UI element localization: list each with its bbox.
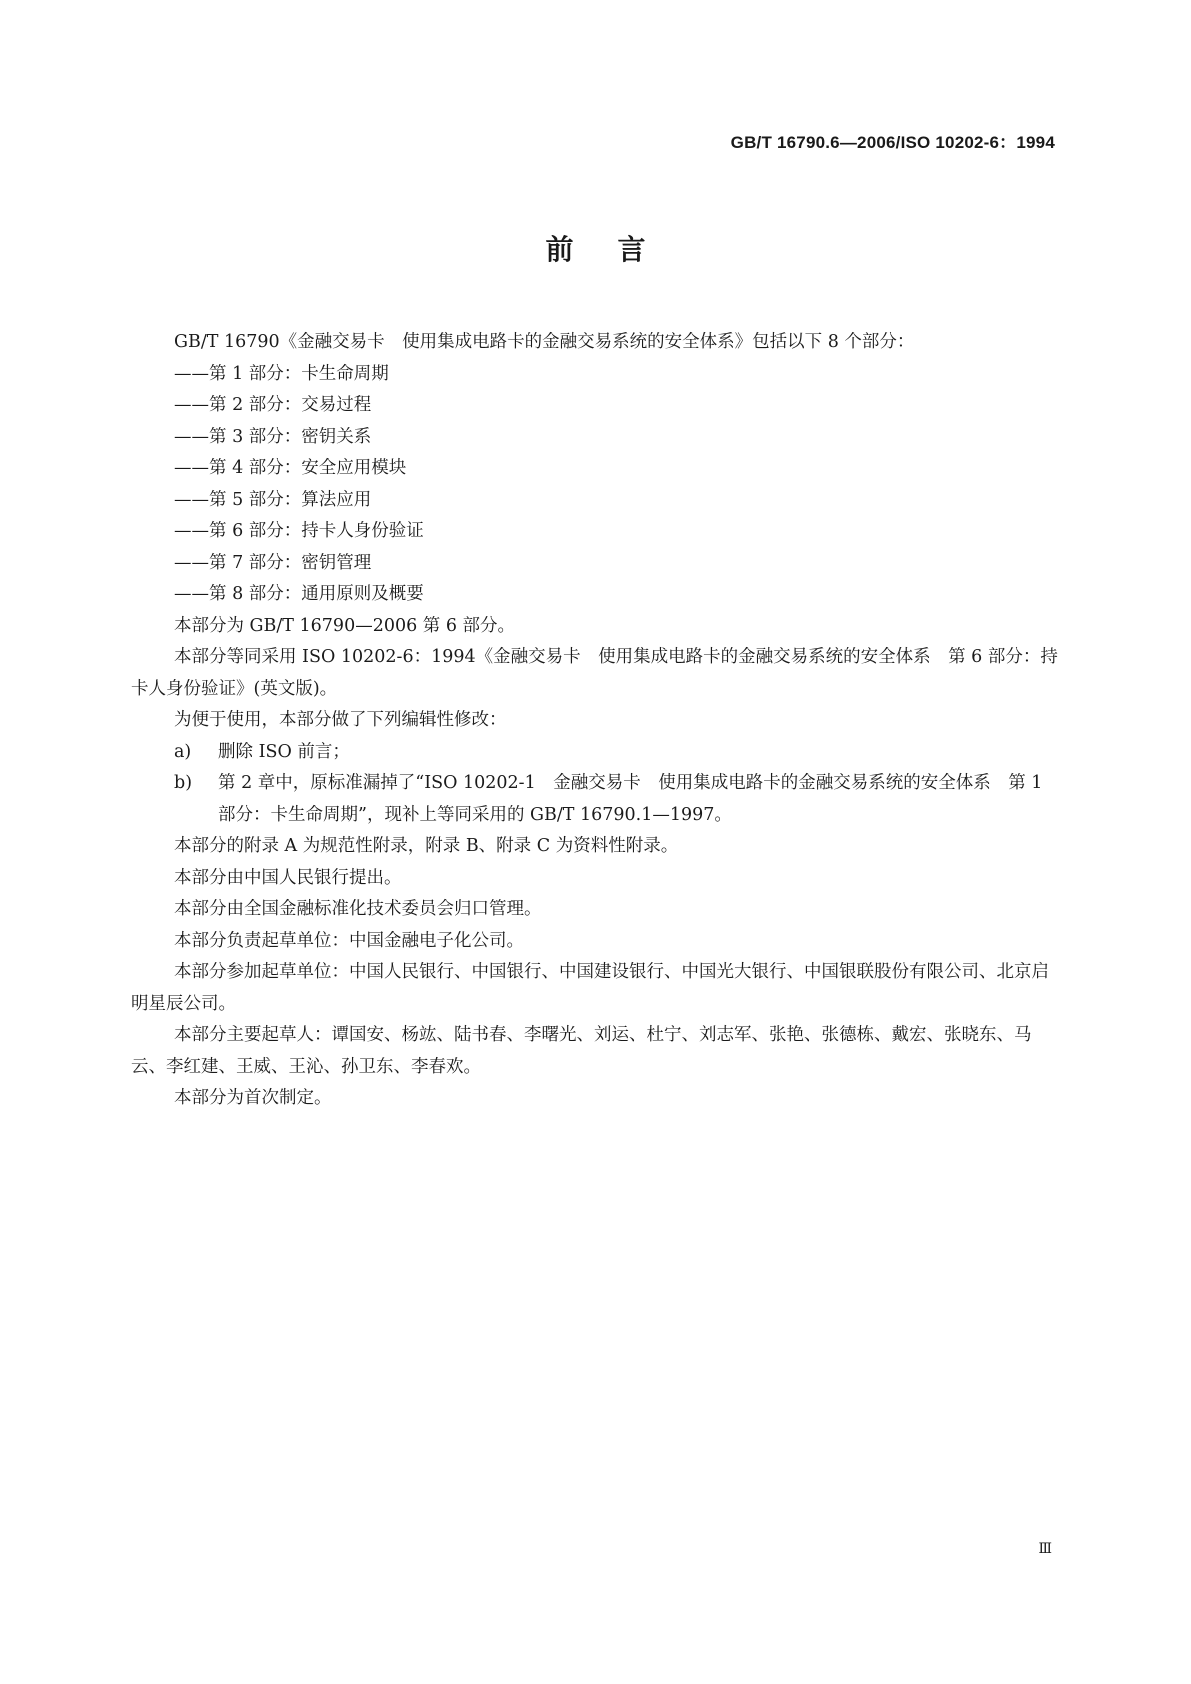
list-text: 删除 ISO 前言；: [218, 741, 350, 762]
proposed-by-paragraph: 本部分由中国人民银行提出。: [174, 867, 402, 888]
part-list-item: ——第 3 部分：密钥关系: [174, 426, 372, 447]
list-marker: a): [174, 741, 192, 762]
participating-units-paragraph: 本部分参加起草单位：中国人民银行、中国银行、中国建设银行、中国光大银行、中国银联股份有限公司、北京启明星辰公司。: [131, 962, 1049, 1014]
edit-list-item: [131, 737, 1061, 769]
edit-intro-paragraph: 为便于使用，本部分做了下列编辑性修改：: [174, 710, 507, 730]
managed-by-paragraph: 本部分由全国金融标准化技术委员会归口管理。: [174, 899, 542, 919]
foreword-body: [131, 327, 1061, 1115]
part-list-item: ——第 8 部分：通用原则及概要: [174, 584, 424, 604]
annex-paragraph: 本部分的附录 A 为规范性附录，附录 B、附录 C 为资料性附录。: [174, 836, 679, 856]
part-list-item: ——第 2 部分：交易过程: [174, 395, 372, 415]
part-list-item: ——第 7 部分：密钥管理: [174, 552, 372, 573]
intro-paragraph: GB/T 16790《金融交易卡 使用集成电路卡的金融交易系统的安全体系》包括以下 8 个部分：: [174, 332, 915, 352]
part-list-item: ——第 6 部分：持卡人身份验证: [174, 521, 424, 541]
list-marker: b): [174, 773, 193, 793]
first-edition-paragraph: 本部分为首次制定。: [174, 1088, 332, 1108]
part-of-paragraph: 本部分为 GB/T 16790—2006 第 6 部分。: [174, 615, 516, 636]
list-text: 第 2 章中，原标准漏掉了“ISO 10202-1 金融交易卡 使用集成电路卡的金融交易系统的安全体系 第 1 部分：卡生命周期”，现补上等同采用的 GB/T 16790.1—1997。: [218, 773, 1043, 825]
edit-list-item: [131, 768, 1061, 831]
page-title: 前言: [545, 233, 690, 266]
part-list-item: ——第 1 部分：卡生命周期: [174, 363, 389, 384]
standard-number-header: GB/T 16790.6—2006/ISO 10202-6：1994: [730, 133, 1055, 152]
part-list-item: ——第 4 部分：安全应用模块: [174, 458, 407, 478]
adoption-paragraph: 本部分等同采用 ISO 10202-6：1994《金融交易卡 使用集成电路卡的金融交易系统的安全体系 第 6 部分：持卡人身份验证》(英文版)。: [131, 647, 1058, 699]
part-list-item: ——第 5 部分：算法应用: [174, 489, 372, 510]
drafting-unit-paragraph: 本部分负责起草单位：中国金融电子化公司。: [174, 930, 524, 951]
page-number: Ⅲ: [1038, 1541, 1053, 1557]
drafters-paragraph: 本部分主要起草人：谭国安、杨竑、陆书春、李曙光、刘运、杜宁、刘志军、张艳、张德栋、戴宏、张晓东、马云、李红建、王威、王沁、孙卫东、李春欢。: [131, 1025, 1032, 1077]
